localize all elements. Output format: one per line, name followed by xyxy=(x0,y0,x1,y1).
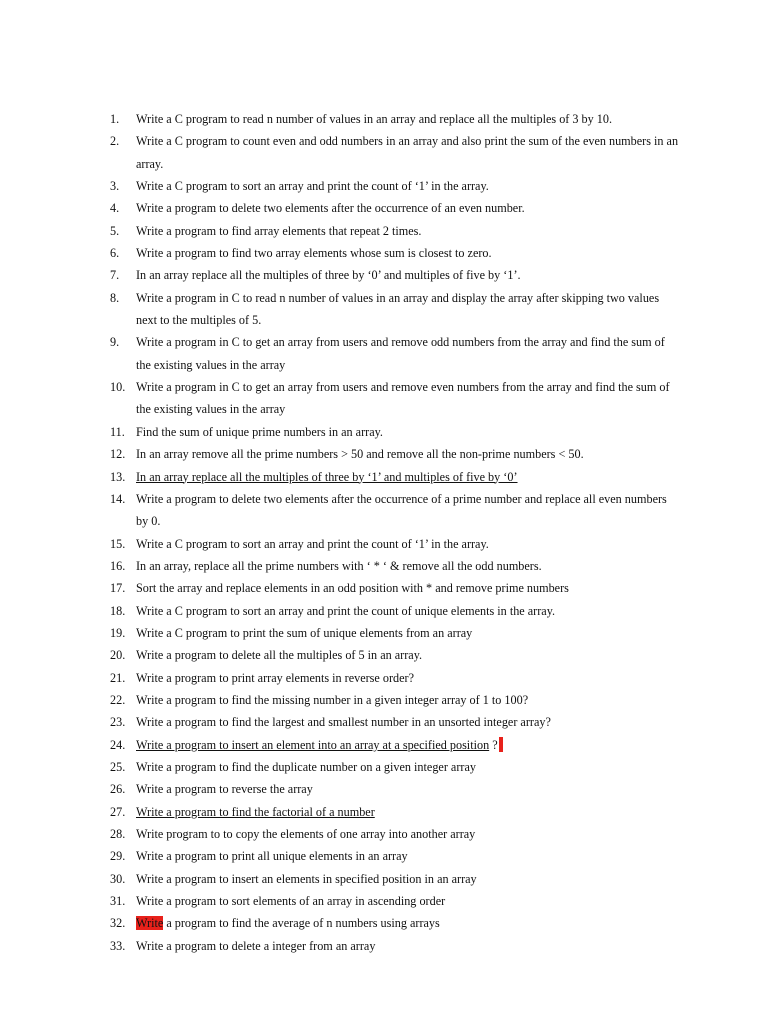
list-item xyxy=(110,108,680,130)
list-item xyxy=(110,711,680,733)
list-item xyxy=(110,912,680,934)
item-text: Write a program in C to get an array from users and remove even numbers from the array and find the sum of the existing values in the array xyxy=(136,380,670,417)
list-item xyxy=(110,734,680,756)
item-number: 15. xyxy=(110,536,126,551)
item-text: In an array, replace all the prime numbers with ‘ * ‘ & remove all the odd numbers. xyxy=(136,558,542,573)
list-item xyxy=(110,667,680,689)
list-item xyxy=(110,823,680,845)
item-text: Write a program to print all unique elements in an array xyxy=(136,849,408,864)
list-item xyxy=(110,756,680,778)
list-item xyxy=(110,488,680,533)
item-number: 32. xyxy=(110,916,126,931)
item-number: 3. xyxy=(110,179,120,194)
question-mark: ? xyxy=(489,737,498,752)
list-item xyxy=(110,868,680,890)
list-item xyxy=(110,264,680,286)
item-text: Write a program to delete all the multiples of 5 in an array. xyxy=(136,648,423,663)
item-number: 21. xyxy=(110,670,126,685)
list-item xyxy=(110,890,680,912)
item-text: Write a program to delete two elements after the occurrence of an even number. xyxy=(136,201,525,216)
item-number: 20. xyxy=(110,648,126,663)
item-text: Write a program to find the duplicate number on a given integer array xyxy=(136,759,476,774)
list-item xyxy=(110,175,680,197)
list-item xyxy=(110,287,680,332)
item-text: Write a program to find the missing number in a given integer array of 1 to 100? xyxy=(136,692,529,707)
list-item xyxy=(110,622,680,644)
highlighted-word: Write xyxy=(136,916,164,931)
list-item xyxy=(110,242,680,264)
list-item xyxy=(110,935,680,957)
item-number: 26. xyxy=(110,782,126,797)
item-text: Write a program to sort elements of an array in ascending order xyxy=(136,894,446,909)
item-number: 24. xyxy=(110,737,126,752)
item-number: 9. xyxy=(110,335,120,350)
question-list xyxy=(110,108,680,957)
list-item xyxy=(110,644,680,666)
red-text-cursor xyxy=(499,737,503,752)
list-item xyxy=(110,197,680,219)
item-number: 31. xyxy=(110,894,126,909)
item-number: 17. xyxy=(110,581,126,596)
item-text: Write a C program to read n number of values in an array and replace all the multiples of 3 by 10. xyxy=(136,112,613,126)
list-item xyxy=(110,577,680,599)
item-number: 18. xyxy=(110,603,126,618)
item-text-underlined: In an array replace all the multiples of three by ‘1’ and multiples of five by ‘0’ xyxy=(136,469,518,484)
item-text: Write a program to print array elements in reverse order? xyxy=(136,670,415,685)
item-text: Sort the array and replace elements in an odd position with * and remove prime numbers xyxy=(136,581,569,596)
item-text: Write a program to find the largest and smallest number in an unsorted integer array? xyxy=(136,715,551,730)
item-number: 7. xyxy=(110,268,120,283)
list-item xyxy=(110,220,680,242)
list-item xyxy=(110,331,680,376)
item-number: 1. xyxy=(110,112,120,126)
item-number: 27. xyxy=(110,804,126,819)
item-text: Write a program to delete two elements after the occurrence of a prime number and replace all even numbers by 0. xyxy=(136,491,667,529)
item-number: 6. xyxy=(110,246,120,261)
list-item xyxy=(110,533,680,555)
item-number: 12. xyxy=(110,447,126,462)
item-text: Write a program to find two array elements whose sum is closest to zero. xyxy=(136,246,492,261)
item-text-with-cursor xyxy=(136,734,680,756)
item-number: 4. xyxy=(110,201,120,216)
item-text: Write a program to delete a integer from an array xyxy=(136,938,376,953)
item-number: 11. xyxy=(110,424,125,439)
item-text: Write a program in C to read n number of values in an array and display the array after skipping two values next to the multiples of 5. xyxy=(136,290,660,328)
item-text: Write a program in C to get an array from users and remove odd numbers from the array and find the sum of the existing values in the array xyxy=(136,335,665,372)
item-text: Write a C program to sort an array and print the count of unique elements in the array. xyxy=(136,603,556,618)
item-number: 10. xyxy=(110,380,126,395)
item-number: 33. xyxy=(110,938,126,953)
item-text: Write a C program to sort an array and print the count of ‘1’ in the array. xyxy=(136,536,489,551)
item-number: 28. xyxy=(110,827,126,841)
item-number: 14. xyxy=(110,491,126,506)
item-text: Write program to to copy the elements of one array into another array xyxy=(136,827,476,841)
list-item xyxy=(110,376,680,421)
underlined-text: Write a program to insert an element into an array at a specified position xyxy=(136,737,490,752)
item-text: Write a program to find array elements that repeat 2 times. xyxy=(136,223,422,238)
item-text-rest: a program to find the average of n numbers using arrays xyxy=(163,916,440,931)
item-number: 29. xyxy=(110,849,126,864)
item-number: 19. xyxy=(110,625,126,640)
list-item xyxy=(110,555,680,577)
list-item xyxy=(110,845,680,867)
list-item xyxy=(110,778,680,800)
item-text: Write a C program to sort an array and print the count of ‘1’ in the array. xyxy=(136,179,489,194)
item-number: 22. xyxy=(110,692,126,707)
list-item xyxy=(110,466,680,488)
item-text: In an array replace all the multiples of three by ‘0’ and multiples of five by ‘1’. xyxy=(136,268,521,283)
item-text: In an array remove all the prime numbers > 50 and remove all the non-prime numbers < 50. xyxy=(136,447,584,462)
item-number: 13. xyxy=(110,469,126,484)
item-text: Write a C program to count even and odd numbers in an array and also print the sum of the even numbers in an array. xyxy=(136,134,679,171)
item-text-underlined: Write a program to find the factorial of a number xyxy=(136,804,375,819)
list-item xyxy=(110,689,680,711)
list-item xyxy=(110,600,680,622)
item-number: 30. xyxy=(110,871,126,886)
item-text: Find the sum of unique prime numbers in an array. xyxy=(136,424,383,439)
list-item xyxy=(110,443,680,465)
item-number: 8. xyxy=(110,290,120,305)
item-text: Write a program to insert an elements in specified position in an array xyxy=(136,871,477,886)
list-item xyxy=(110,421,680,443)
item-number: 25. xyxy=(110,759,126,774)
item-text: Write a C program to print the sum of unique elements from an array xyxy=(136,625,473,640)
item-number: 23. xyxy=(110,715,126,730)
item-number: 16. xyxy=(110,558,126,573)
item-number: 2. xyxy=(110,134,120,149)
item-text-with-highlight xyxy=(136,912,680,934)
item-text: Write a program to reverse the array xyxy=(136,782,313,797)
list-item xyxy=(110,801,680,823)
item-number: 5. xyxy=(110,223,120,238)
list-item xyxy=(110,130,680,175)
